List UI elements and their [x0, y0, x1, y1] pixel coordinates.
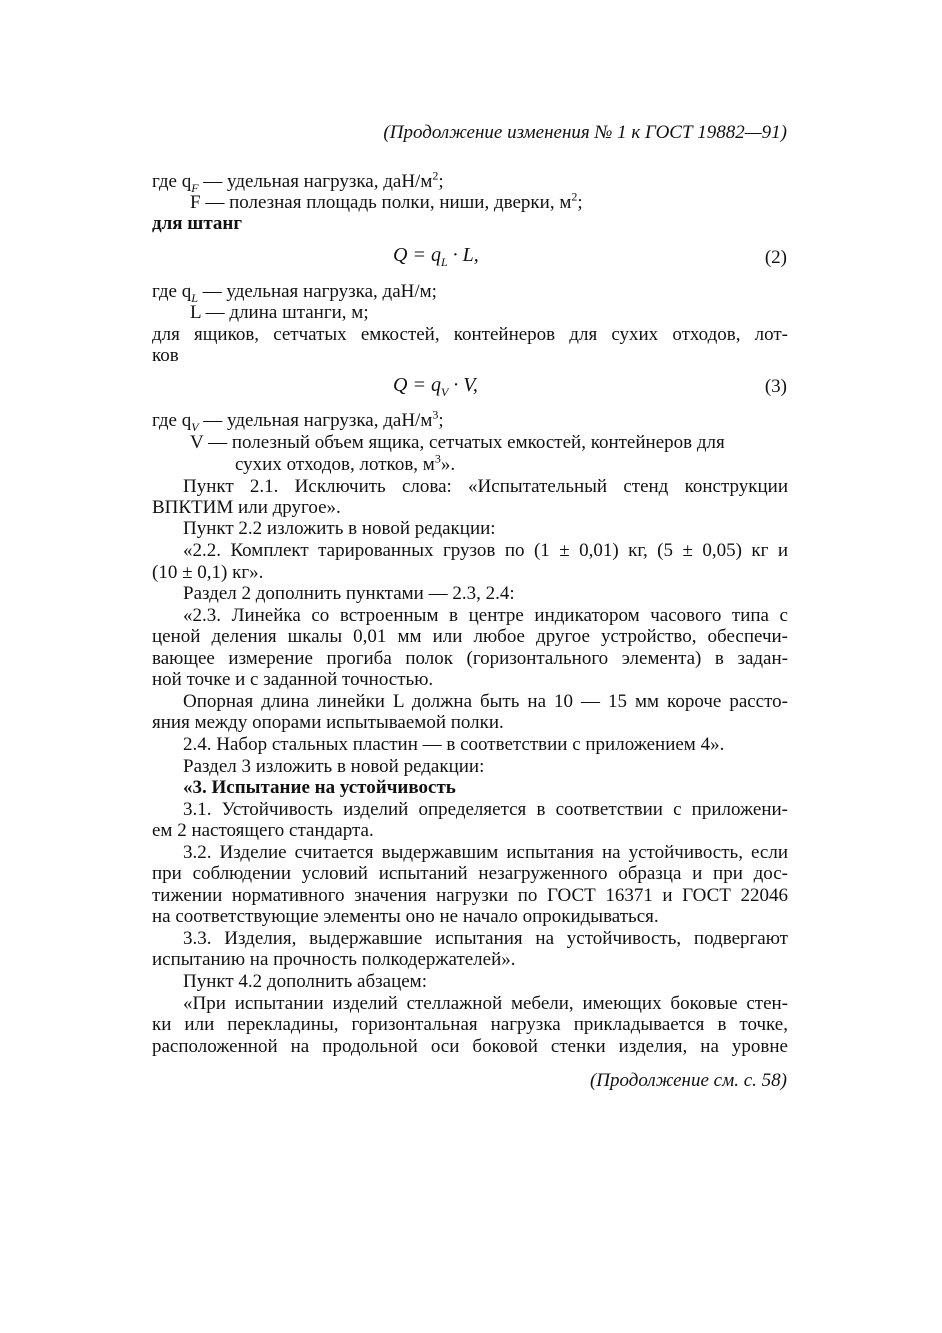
text-line: ем 2 настоящего стандарта.	[152, 820, 374, 841]
definition-line: F — полезная площадь полки, ниши, дверки, $м^2$;	[190, 189, 583, 213]
text-line: ВПКТИМ или другое».	[152, 497, 341, 518]
text-line: 3.1. Устойчивость изделий определяется в соответствии с приложени-	[183, 799, 788, 820]
formula-3: $Q = q_V \cdot V$,	[393, 374, 478, 399]
text-line: ков	[152, 345, 179, 366]
formula-number: (2)	[764, 247, 787, 268]
text-line: 3.3. Изделия, выдержавшие испытания на устойчивость, подвергают	[183, 928, 788, 949]
text-line: на соответствующие элементы оно не начало опрокидываться.	[152, 906, 659, 927]
text-line: 2.4. Набор стальных пластин — в соответствии с приложением 4».	[183, 734, 725, 755]
formula-number: (3)	[764, 376, 787, 397]
text-line: ной точке и с заданной точностью.	[152, 669, 434, 690]
text-line: расположенной на продольной оси боковой стенки изделия, на уровне	[152, 1036, 788, 1057]
text-line: 3.2. Изделие считается выдержавшим испытания на устойчивость, если	[183, 842, 788, 863]
page-footer: (Продолжение см. с. 58)	[589, 1070, 787, 1091]
text-line: для ящиков, сетчатых емкостей, контейнеров для сухих отходов, лот-	[152, 324, 788, 345]
text-line: Раздел 2 дополнить пунктами — 2.3, 2.4:	[183, 583, 515, 604]
text-line: «При испытании изделий стеллажной мебели, имеющих боковые стен-	[183, 993, 788, 1014]
text-line: яния между опорами испытываемой полки.	[152, 712, 504, 733]
text-line: ки или перекладины, горизонтальная нагрузка прикладывается в точке,	[152, 1014, 788, 1035]
text-line: (10 ± 0,1) кг».	[152, 562, 264, 583]
text-line: ценой деления шкалы 0,01 мм или любое другое устройство, обеспечи-	[152, 626, 788, 647]
text-line: «2.2. Комплект тарированных грузов по (1 ± 0,01) кг, (5 ± 0,05) кг и	[183, 540, 788, 561]
page-header: (Продолжение изменения № 1 к ГОСТ 19882—91)	[383, 122, 787, 143]
text-line: испытанию на прочность полкодержателей».	[152, 949, 516, 970]
definition-line: сухих отходов, лотков, $м^3$».	[235, 451, 456, 475]
definition-line: где $q_V$ — удельная нагрузка, даН/$м^3$;	[152, 407, 444, 434]
text-line: вающее измерение прогиба полок (горизонтального элемента) в задан-	[152, 648, 788, 669]
text-line: тижении нормативного значения нагрузки по ГОСТ 16371 и ГОСТ 22046	[152, 885, 788, 906]
text-line: «2.3. Линейка со встроенным в центре индикатором часового типа с	[183, 605, 788, 626]
text-line: Пункт 4.2 дополнить абзацем:	[183, 971, 427, 992]
text-line: Раздел 3 изложить в новой редакции:	[183, 756, 485, 777]
text-line: Пункт 2.2 изложить в новой редакции:	[183, 518, 496, 539]
section-heading: «3. Испытание на устойчивость	[183, 777, 456, 798]
definition-line: L — длина штанги, м;	[190, 302, 369, 323]
text-line: при соблюдении условий испытаний незагруженного образца и при дос-	[152, 863, 788, 884]
definition-line: V — полезный объем ящика, сетчатых емкостей, контейнеров для	[190, 432, 725, 453]
text-line: Пункт 2.1. Исключить слова: «Испытательный стенд конструкции	[183, 476, 788, 497]
definition-line: где $q_F$ — удельная нагрузка, даН/$м^2$;	[152, 168, 444, 195]
text-line: для штанг	[152, 213, 242, 234]
definition-line: где $q_L$ — удельная нагрузка, даН/м;	[152, 281, 437, 305]
formula-2: $Q = q_L \cdot L$,	[393, 244, 479, 269]
text-line: Опорная длина линейки L должна быть на 10 — 15 мм короче рассто-	[183, 691, 788, 712]
